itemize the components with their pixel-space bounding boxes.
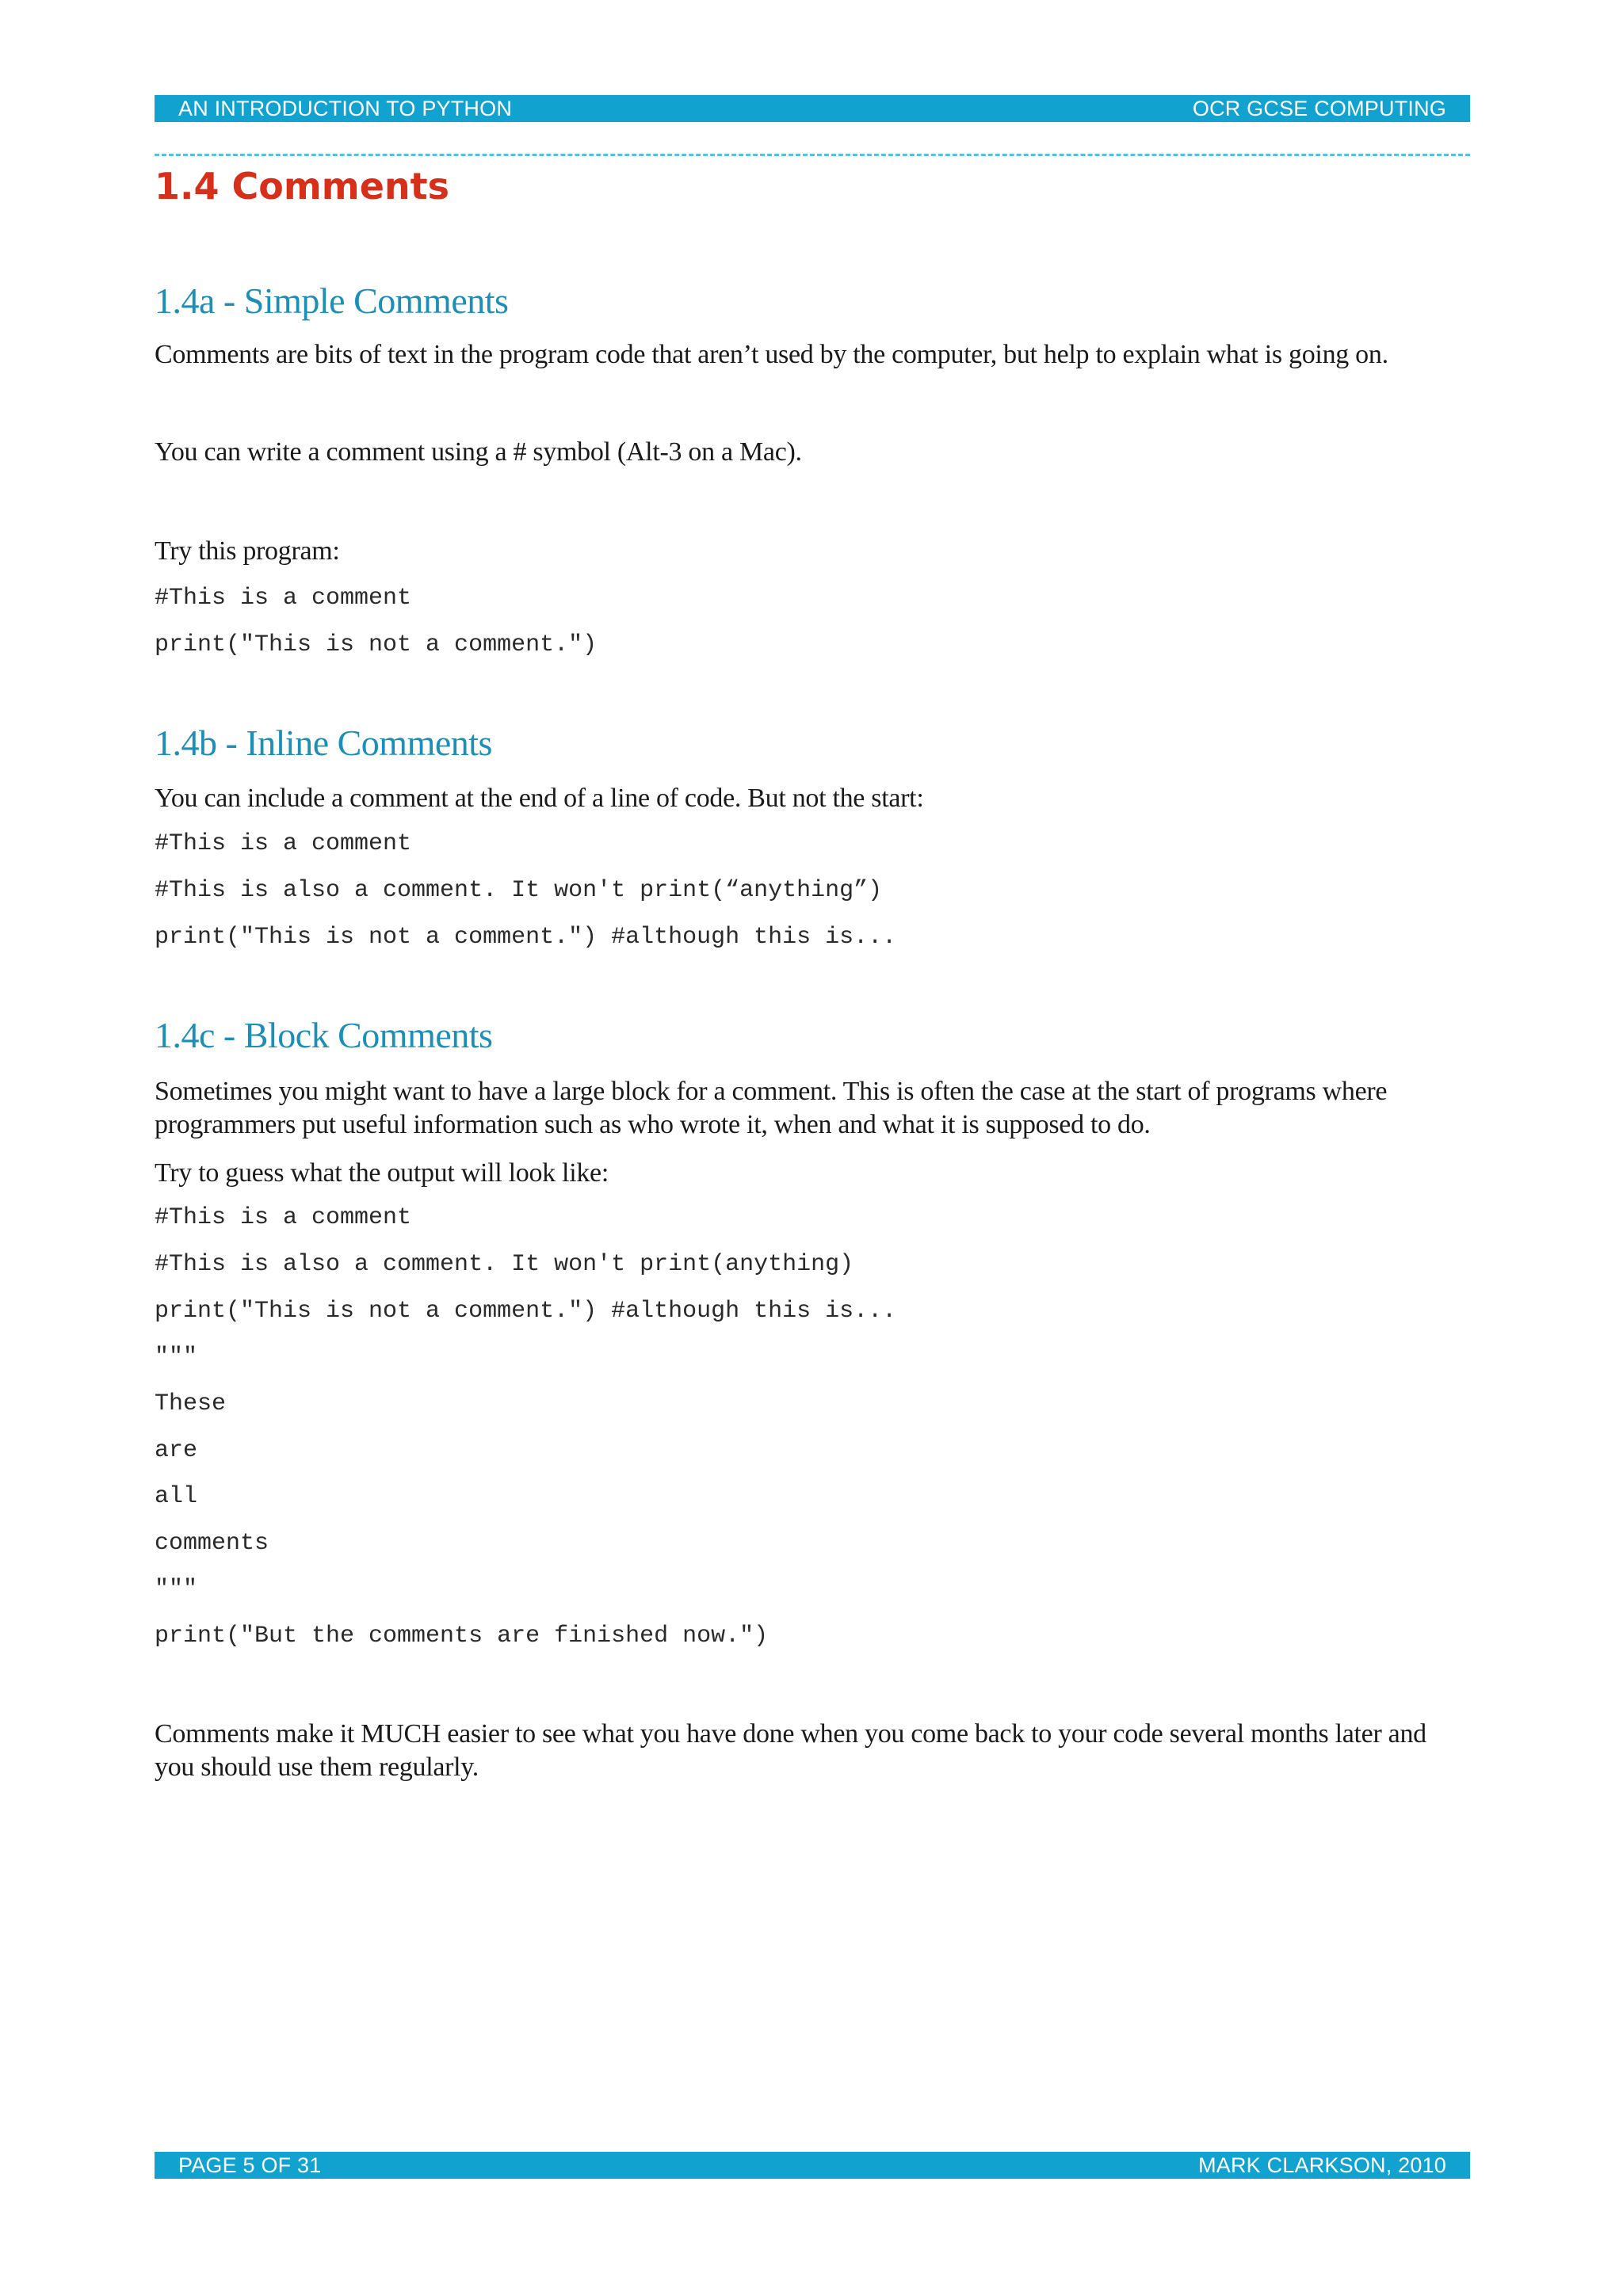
- paragraph-hash-symbol: You can write a comment using a # symbol (Alt-3 on a Mac).: [155, 437, 802, 467]
- code-line: comments: [155, 1530, 269, 1557]
- footer-author-year: MARK CLARKSON, 2010: [1198, 2153, 1446, 2177]
- code-line: print("But the comments are finished now."): [155, 1623, 769, 1650]
- code-line: #This is a comment: [155, 585, 412, 612]
- code-line: all: [155, 1483, 198, 1510]
- page-header-band: [155, 95, 1470, 122]
- paragraph-closing-note: Comments make it MUCH easier to see what you have done when you come back to your code several months later and you should use them regularly.: [155, 1719, 1426, 1782]
- document-page: [155, 0, 1470, 2296]
- code-line: print("This is not a comment.") #although this is...: [155, 924, 897, 951]
- paragraph-guess-output: Try to guess what the output will look like:: [155, 1158, 609, 1188]
- code-line: #This is also a comment. It won't print(anything): [155, 1251, 854, 1278]
- section-title: 1.4 Comments: [155, 165, 450, 208]
- code-line: """: [155, 1344, 198, 1371]
- subheading-block-comments: 1.4c - Block Comments: [155, 1015, 493, 1055]
- subheading-simple-comments: 1.4a - Simple Comments: [155, 280, 509, 321]
- code-line: print("This is not a comment."): [155, 631, 598, 658]
- dashed-divider: [155, 154, 1470, 156]
- subheading-inline-comments: 1.4b - Inline Comments: [155, 723, 492, 763]
- code-line: are: [155, 1437, 198, 1464]
- code-line: #This is a comment: [155, 1204, 412, 1231]
- paragraph-simple-intro: Comments are bits of text in the program code that aren’t used by the computer, but help to explain what is going on.: [155, 340, 1388, 369]
- paragraph-inline-intro: You can include a comment at the end of a line of code. But not the start:: [155, 784, 924, 813]
- paragraph-try-program: Try this program:: [155, 536, 340, 566]
- code-line: These: [155, 1390, 227, 1417]
- header-left-text: AN INTRODUCTION TO PYTHON: [178, 97, 513, 120]
- code-line: #This is a comment: [155, 830, 412, 857]
- header-right-text: OCR GCSE COMPUTING: [1192, 97, 1446, 120]
- code-line: #This is also a comment. It won't print(“anything”): [155, 877, 883, 904]
- page-footer-band: [155, 2152, 1470, 2179]
- code-line: """: [155, 1576, 198, 1603]
- paragraph-block-intro: Sometimes you might want to have a large block for a comment. This is often the case at the start of programs where programmers put useful information such as who wrote it, when and what it is supposed to do.: [155, 1077, 1388, 1139]
- page-number: PAGE 5 OF 31: [178, 2153, 322, 2177]
- code-line: print("This is not a comment.") #although this is...: [155, 1298, 897, 1325]
